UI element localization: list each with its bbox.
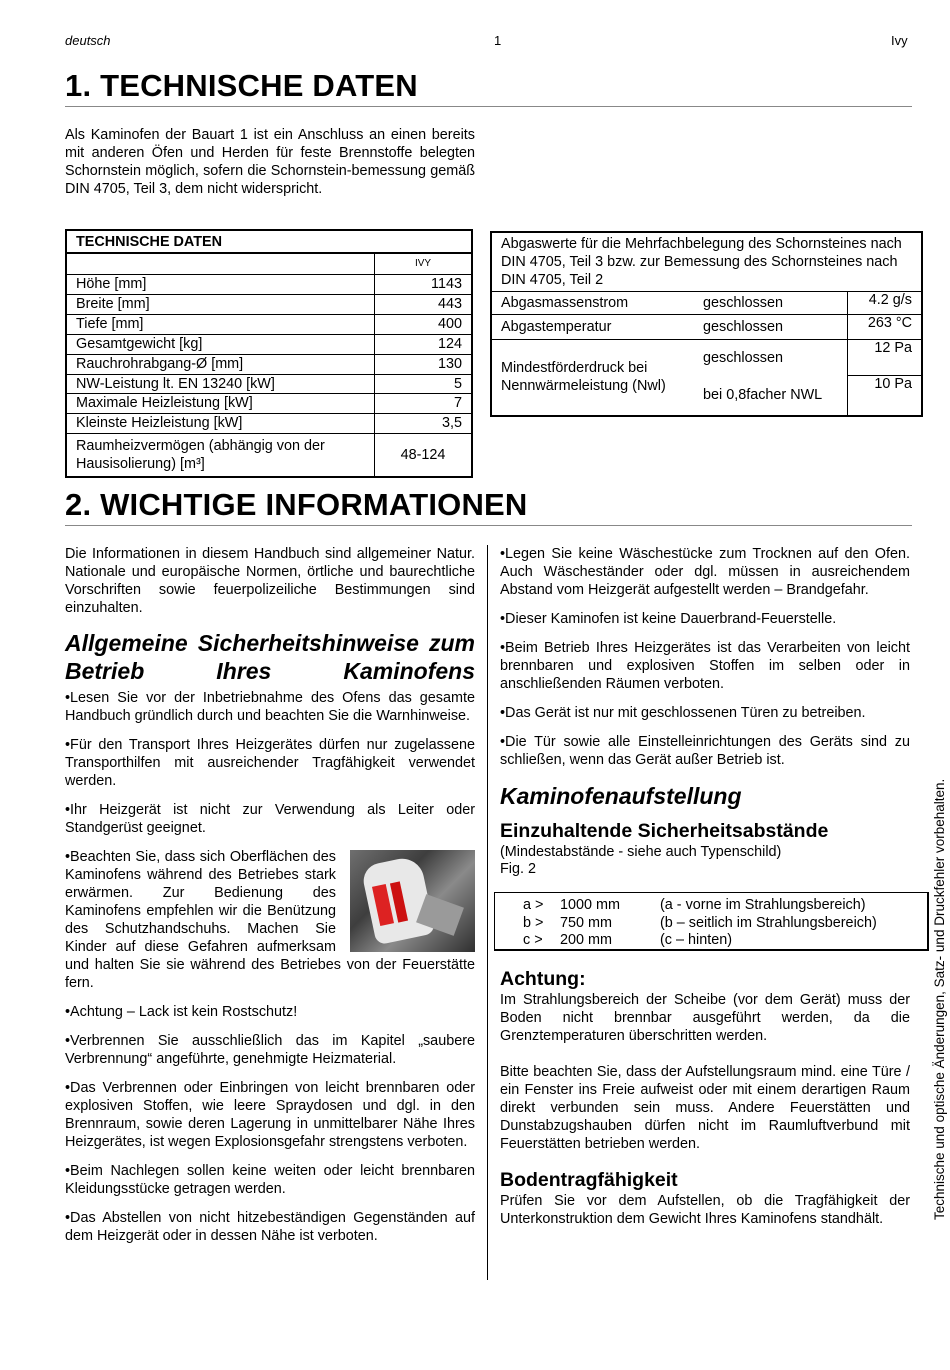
- section-1-intro: Als Kaminofen der Bauart 1 ist ein Anschluss an einen bereits mit anderen Öfen und Herden für feste Brennstoffe belegten Schornstein möglich, sofern die Schornstein-bemessung gemäß DIN 4705, Teil 3, dem nicht widerspricht.: [65, 127, 475, 197]
- bullet-icon: •: [65, 1080, 71, 1096]
- exhaust-row-value: 10 Pa: [848, 376, 923, 416]
- safety-heading-text: Allgemeine Sicherheitshinweise zum Betrieb Ihres Kaminofens: [65, 630, 475, 684]
- exhaust-row-value: 4.2 g/s: [848, 292, 923, 315]
- list-item-text: Das Gerät ist nur mit geschlossenen Türen zu betreiben.: [505, 705, 866, 721]
- header-language: deutsch: [65, 33, 111, 48]
- bullet-icon: •: [65, 1004, 71, 1020]
- tech-row-value: 3,5: [375, 413, 473, 433]
- list-item: [65, 1209, 475, 1245]
- column-divider: [487, 545, 488, 1280]
- tech-row-label: Höhe [mm]: [66, 274, 375, 294]
- bullet-icon: •: [65, 690, 71, 706]
- list-item-text: Ihr Heizgerät ist nicht zur Verwendung als Leiter oder Standgerüst geeignet.: [65, 802, 475, 836]
- distances-note: (Mindestabstände - siehe auch Typenschild): [500, 844, 782, 860]
- safety-heading: [65, 629, 475, 685]
- list-item: [65, 1032, 475, 1068]
- tech-row-value: 124: [375, 334, 473, 354]
- list-item-text: Die Tür sowie alle Einstelleinrichtungen des Geräts sind zu schließen, wenn das Gerät außer Betrieb ist.: [500, 734, 910, 768]
- distance-value: 750 mm: [560, 915, 612, 931]
- exhaust-row-condition: geschlossen: [694, 315, 848, 340]
- glove-photo: [350, 850, 475, 952]
- distance-row: [523, 914, 877, 932]
- exhaust-row-label: Abgastemperatur: [491, 315, 694, 340]
- list-item: [500, 639, 910, 693]
- tech-row-label: Gesamtgewicht [kg]: [66, 334, 375, 354]
- list-item-text: Lesen Sie vor der Inbetriebnahme des Ofens das gesamte Handbuch gründlich durch und beachten Sie die Warnhinweise.: [65, 690, 475, 724]
- tech-row-value: 1143: [375, 274, 473, 294]
- exhaust-row-value: 12 Pa: [848, 340, 923, 376]
- distances-box: [494, 892, 929, 951]
- list-item: [65, 1162, 475, 1198]
- fig-label: Fig. 2: [500, 861, 536, 877]
- list-item: [65, 801, 475, 837]
- bullet-icon: •: [500, 546, 506, 562]
- exhaust-row-label: Mindestförderdruck bei Nennwärmeleistung (Nwl): [491, 340, 694, 416]
- list-item-text: Dieser Kaminofen ist keine Dauerbrand-Feuerstelle.: [505, 611, 837, 627]
- bullet-icon: •: [500, 611, 506, 627]
- list-item-text: Das Abstellen von nicht hitzebeständigen Gegenständen auf dem Heizgerät oder in dessen Nähe ist verboten.: [65, 1210, 475, 1244]
- bullet-icon: •: [65, 1163, 71, 1179]
- glove-block: [65, 848, 475, 992]
- list-item-text: Achtung – Lack ist kein Rostschutz!: [70, 1004, 298, 1020]
- tech-data-table-title: TECHNISCHE DATEN: [66, 230, 472, 253]
- distances-heading: Einzuhaltende Sicherheitsabstände: [500, 820, 829, 842]
- list-item: [500, 733, 910, 769]
- list-item-text: Beim Betrieb Ihres Heizgerätes ist das Verarbeiten von leicht brennbaren und explosiven Stoffen im selben oder in anschließenden Räumen verboten.: [500, 640, 910, 692]
- list-item: [65, 689, 475, 725]
- section-1-title: 1. TECHNISCHE DATEN: [65, 68, 418, 103]
- distance-row: [523, 931, 732, 949]
- tech-row-label: Tiefe [mm]: [66, 314, 375, 334]
- bullet-icon: •: [65, 1033, 71, 1049]
- exhaust-row-value: 263 °C: [848, 315, 923, 340]
- attention-heading: Achtung:: [500, 968, 586, 990]
- list-item: [500, 610, 910, 628]
- distance-desc: (a - vorne im Strahlungsbereich): [660, 897, 866, 913]
- bullet-icon: •: [65, 849, 71, 865]
- distance-key: b >: [523, 915, 544, 931]
- right-column: [500, 545, 910, 878]
- tech-row-label: Rauchrohrabgang-Ø [mm]: [66, 354, 375, 374]
- section-1-rule: [65, 106, 912, 107]
- section-2-intro: Die Informationen in diesem Handbuch sind allgemeiner Natur. Nationale und europäische Normen, örtliche und baurechtliche Vorschriften sowie feuerpolizeiliche Bestimmungen sind einzuhalten.: [65, 546, 475, 616]
- distance-desc: (c – hinten): [660, 932, 732, 948]
- tech-row-value: 48-124: [375, 433, 473, 477]
- exhaust-values-table: [490, 231, 923, 417]
- setup-heading: Kaminofenaufstellung: [500, 783, 742, 809]
- header-model: Ivy: [891, 33, 908, 48]
- bullet-icon: •: [65, 737, 71, 753]
- tech-row-value: 5: [375, 374, 473, 393]
- distance-value: 200 mm: [560, 932, 612, 948]
- tech-row-label: Raumheizvermögen (abhängig von der Hausisolierung) [m³]: [66, 433, 375, 477]
- distance-row: [523, 896, 866, 914]
- list-item-text: Beim Nachlegen sollen keine weiten oder leicht brennbaren Kleidungsstücke getragen werden.: [65, 1163, 475, 1197]
- tech-data-table: [65, 229, 473, 478]
- tech-row-label: Kleinste Heizleistung [kW]: [66, 413, 375, 433]
- bullet-icon: •: [65, 1210, 71, 1226]
- distance-value: 1000 mm: [560, 897, 620, 913]
- distance-key: a >: [523, 897, 544, 913]
- section-2-title: 2. WICHTIGE INFORMATIONEN: [65, 487, 528, 522]
- tech-row-value: 130: [375, 354, 473, 374]
- right-column-lower: [500, 968, 910, 1228]
- tech-row-label: Maximale Heizleistung [kW]: [66, 393, 375, 413]
- list-item: [65, 1003, 475, 1021]
- distance-key: c >: [523, 932, 543, 948]
- tech-row-value: 443: [375, 294, 473, 314]
- exhaust-row-condition: geschlossen: [694, 340, 848, 376]
- tech-row-label: NW-Leistung lt. EN 13240 [kW]: [66, 374, 375, 393]
- list-item-text: Für den Transport Ihres Heizgerätes dürfen nur zugelassene Transporthilfen mit ausreichender Tragfähigkeit verwendet werden.: [65, 737, 475, 789]
- tech-data-model-blank: [66, 253, 375, 274]
- exhaust-table-title: Abgaswerte für die Mehrfachbelegung des Schornsteines nach DIN 4705, Teil 3 bzw. zur Bemessung des Schornsteines nach DIN 4705, Teil 2: [491, 232, 922, 292]
- list-item-text: Verbrennen Sie ausschließlich das im Kapitel „saubere Verbrennung“ angeführte, genehmigte Heizmaterial.: [65, 1033, 475, 1067]
- side-disclaimer: Technische und optische Änderungen, Satz- und Druckfehler vorbehalten.: [932, 778, 947, 1220]
- tech-row-label: Breite [mm]: [66, 294, 375, 314]
- bullet-icon: •: [500, 734, 506, 750]
- list-item: [500, 704, 910, 722]
- tech-row-value: 400: [375, 314, 473, 334]
- tech-data-model: IVY: [375, 253, 473, 274]
- bullet-icon: •: [65, 802, 71, 818]
- section-2-rule: [65, 525, 912, 526]
- left-column: [65, 545, 475, 1245]
- bullet-icon: •: [500, 705, 506, 721]
- bullet-icon: •: [500, 640, 506, 656]
- list-item: [500, 545, 910, 599]
- tech-row-value: 7: [375, 393, 473, 413]
- attention-paragraph-1: Im Strahlungsbereich der Scheibe (vor dem Gerät) muss der Boden nicht brennbar ausgeführt werden, da die Grenztemperaturen überschritten werden.: [500, 992, 910, 1044]
- list-item-text: Beachten Sie, dass sich Oberflächen des Kaminofens während des Betriebes stark erwärmen. Zur Bedienung des Kaminofens empfehlen wir die Benützung des Schutzhandschuhs. Machen Sie Kinder auf diese Gefahren aufmerksam und halten Sie sie während des Betriebes von der Feuerstätte fern.: [65, 849, 475, 991]
- list-item: [65, 1079, 475, 1151]
- distance-desc: (b – seitlich im Strahlungsbereich): [660, 915, 877, 931]
- attention-paragraph-2: Bitte beachten Sie, dass der Aufstellungsraum mind. eine Türe / ein Fenster ins Freie aufweist oder mit einem derartigen Raum direkt verbunden sein muss. Andere Feuerstätten und Dunstabzugshauben dürfen nicht im Raumluftverbund mit Feuerstätten betrieben werden.: [500, 1064, 910, 1152]
- page-number: 1: [494, 33, 502, 48]
- floor-text: Prüfen Sie vor dem Aufstellen, ob die Tragfähigkeit der Unterkonstruktion dem Gewicht Ihres Kaminofens standhält.: [500, 1193, 910, 1227]
- exhaust-row-condition: geschlossen: [694, 292, 848, 315]
- list-item: [65, 736, 475, 790]
- list-item-text: Legen Sie keine Wäschestücke zum Trocknen auf den Ofen. Auch Wäscheständer oder dgl. müssen in ausreichendem Abstand vom Heizgerät aufgestellt werden – Brandgefahr.: [500, 546, 910, 598]
- exhaust-row-condition: bei 0,8facher NWL: [694, 376, 848, 416]
- floor-heading: Bodentragfähigkeit: [500, 1169, 678, 1191]
- exhaust-row-label: Abgasmassenstrom: [491, 292, 694, 315]
- list-item-text: Das Verbrennen oder Einbringen von leicht brennbaren oder explosiven Stoffen, wie leere Spraydosen und dgl. in den Brennraum, sowie deren Lagerung in unmittelbarer Nähe Ihres Heizgerätes, ist wegen Explosionsgefahr strengstens verboten.: [65, 1080, 475, 1150]
